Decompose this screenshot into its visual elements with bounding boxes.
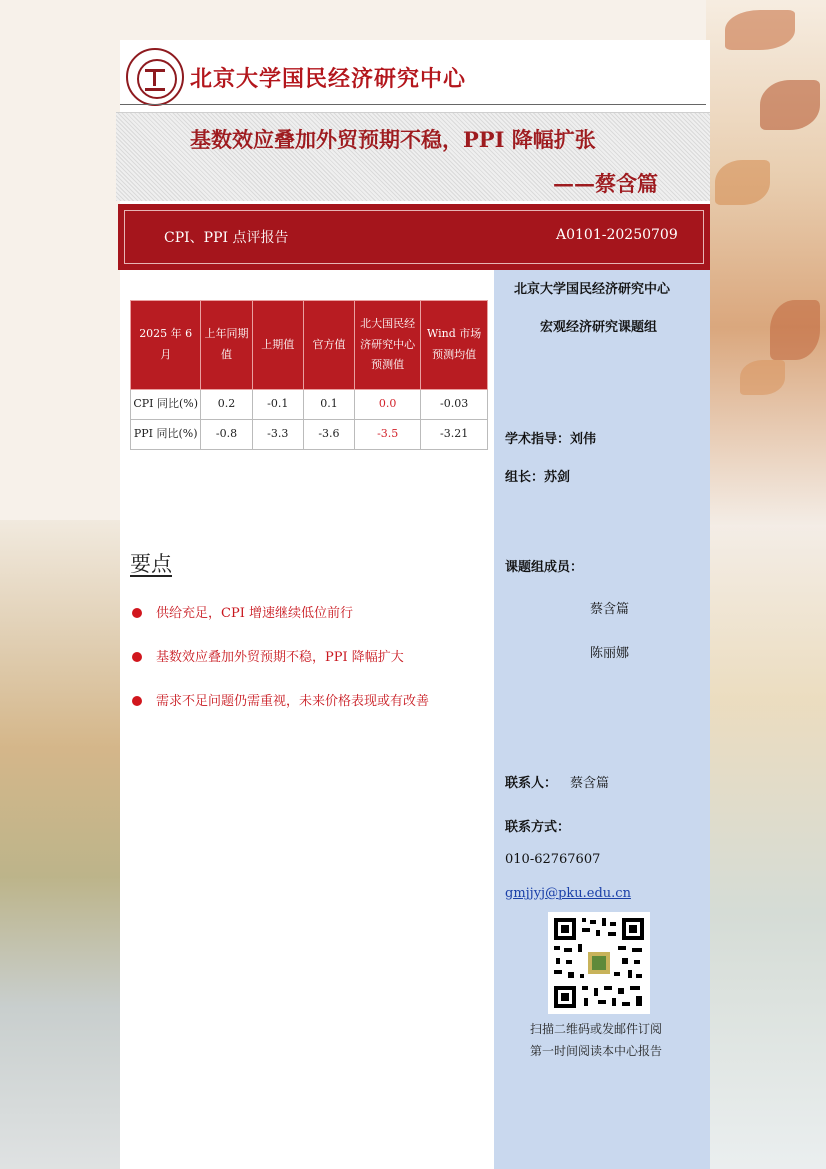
sidebar-email-link[interactable]: gmjjyj@pku.edu.cn: [505, 886, 631, 901]
table-header-cell: 上期值: [252, 301, 303, 390]
table-cell-forecast: 0.0: [355, 390, 421, 420]
table-header-cell: 北大国民经济研究中心预测值: [355, 301, 421, 390]
key-point-text: 供给充足，CPI 增速继续低位前行: [156, 606, 353, 621]
report-type: CPI、PPI 点评报告: [164, 230, 289, 246]
sidebar-org: 北京大学国民经济研究中心: [514, 282, 671, 297]
table-cell: -0.1: [252, 390, 303, 420]
bullet-icon: [132, 652, 142, 662]
key-point-text: 基数效应叠加外贸预期不稳，PPI 降幅扩大: [156, 650, 404, 665]
sidebar-contact-name: 蔡含篇: [570, 776, 610, 791]
table-header-cell: Wind 市场预测均值: [421, 301, 488, 390]
table-cell: -3.3: [252, 419, 303, 449]
table-cell: 0.1: [303, 390, 354, 420]
table-row: [131, 419, 488, 449]
key-point-item: [132, 690, 429, 709]
table-row-label: PPI 同比(%): [131, 419, 201, 449]
table-cell: -0.03: [421, 390, 488, 420]
header-divider: [120, 104, 706, 105]
table-row: [131, 390, 488, 420]
table-cell: 0.2: [201, 390, 252, 420]
sidebar-members-label: 课题组成员：: [505, 560, 584, 575]
table-header-cell: 上年同期值: [201, 301, 252, 390]
sidebar-group: 宏观经济研究课题组: [540, 320, 658, 335]
sidebar-contact-method-label: 联系方式：: [505, 820, 571, 835]
sidebar-member: 蔡含篇: [590, 602, 630, 617]
table-cell: -0.8: [201, 419, 252, 449]
sidebar-phone: 010-62767607: [505, 852, 601, 867]
header: [126, 48, 706, 106]
report-author: ——蔡含篇: [553, 171, 658, 196]
leaf-decoration: [740, 360, 785, 395]
sidebar-advisor: 学术指导：刘伟: [505, 432, 597, 447]
institution-name: 北京大学国民经济研究中心: [190, 66, 467, 92]
table-header-cell: 官方值: [303, 301, 354, 390]
key-points-title: 要点: [130, 552, 172, 576]
table-header-cell: 2025 年 6 月: [131, 301, 201, 390]
report-title: 基数效应叠加外贸预期不稳，PPI 降幅扩张: [190, 127, 596, 152]
leaf-decoration: [725, 10, 795, 50]
table-header-row: [131, 301, 488, 390]
report-code: A0101-20250709: [556, 227, 678, 243]
table-cell-forecast: -3.5: [355, 419, 421, 449]
key-point-item: [132, 602, 353, 621]
background-landscape-left: [0, 520, 125, 1169]
qr-note-line-1: 扫描二维码或发邮件订阅: [530, 1022, 663, 1036]
key-point-text: 需求不足问题仍需重视，未来价格表现或有改善: [156, 694, 430, 709]
sidebar-member: 陈丽娜: [590, 646, 630, 661]
table-cell: -3.6: [303, 419, 354, 449]
university-seal-logo: [126, 48, 184, 106]
table-cell: -3.21: [421, 419, 488, 449]
sidebar-leader: 组长：苏剑: [505, 470, 571, 485]
table-row-label: CPI 同比(%): [131, 390, 201, 420]
leaf-decoration: [715, 160, 770, 205]
qr-code[interactable]: [548, 912, 650, 1014]
bullet-icon: [132, 696, 142, 706]
bullet-icon: [132, 608, 142, 618]
leaf-decoration: [760, 80, 820, 130]
sidebar-contact-label: 联系人：: [505, 776, 558, 791]
qr-note-line-2: 第一时间阅读本中心报告: [530, 1044, 663, 1058]
forecast-table: [130, 300, 488, 450]
leaf-decoration: [770, 300, 820, 360]
key-point-item: [132, 646, 404, 665]
